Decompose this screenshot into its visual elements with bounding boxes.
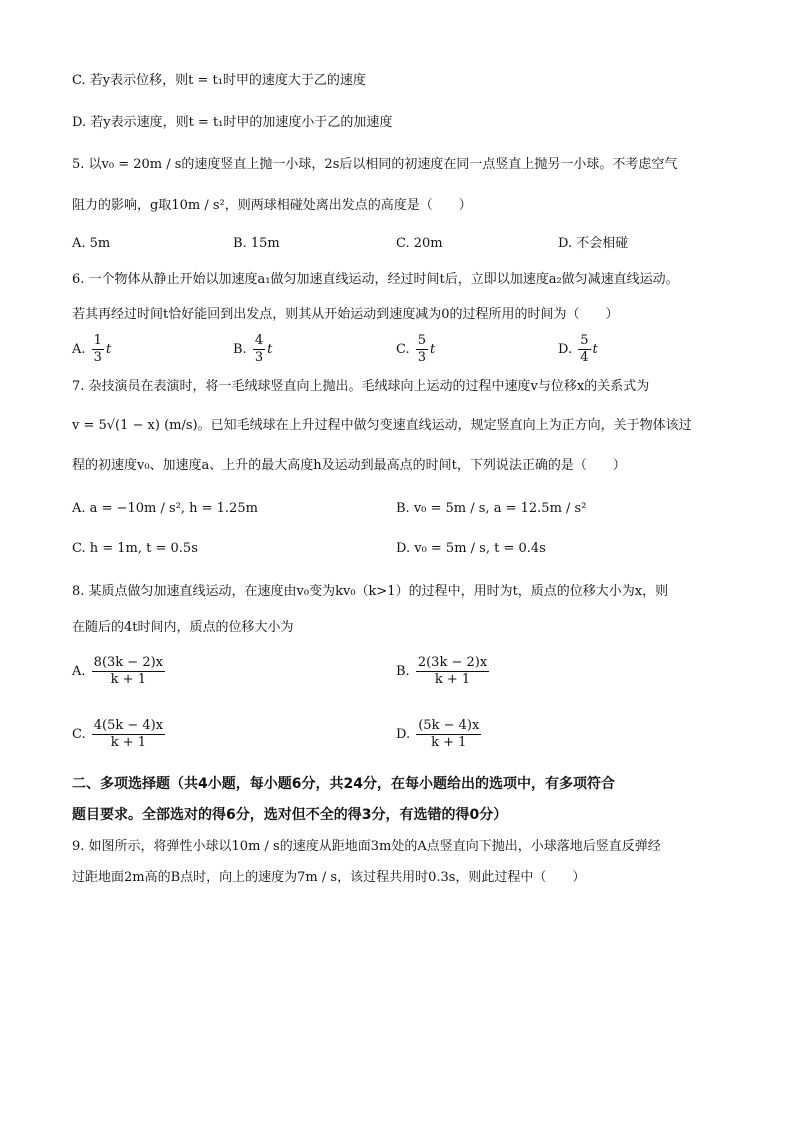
q8-option-c: C. $\frac{4(5k - 4)x}{k + 1}$: [72, 718, 164, 750]
fraction: $\frac{8(3k - 2)x}{k + 1}$: [93, 655, 163, 687]
fraction: $\frac{1}{3}$: [93, 333, 102, 365]
q7-stem-line1: 7. 杂技演员在表演时，将一毛绒球竖直向上抛出。毛绒球向上运动的过程中速度v与位移x的关系式为: [72, 379, 650, 394]
fraction: $\frac{5}{4}$: [580, 333, 589, 365]
fraction: $\frac{4(5k - 4)x}{k + 1}$: [93, 718, 164, 750]
q5-option-b: B. 15m: [233, 236, 280, 251]
section2-heading-line2: 题目要求。全部选对的得6分，选对但不全的得3分，有选错的得0分）: [72, 807, 508, 823]
q4-option-c: C. 若y表示位移，则t = t₁时甲的速度大于乙的速度: [72, 73, 366, 88]
q7-option-b: B. v₀ = 5m / s, a = 12.5m / s²: [396, 501, 587, 516]
fraction: $\frac{(5k - 4)x}{k + 1}$: [418, 718, 480, 750]
q7-option-a: A. a = −10m / s², h = 1.25m: [72, 501, 258, 516]
q8-stem-line2: 在随后的4t时间内，质点的位移大小为: [72, 620, 294, 635]
q6-option-c: C. $\frac{5}{3}$ t: [396, 333, 436, 365]
q5-stem-line2: 阻力的影响，g取10m / s²，则两球相碰处离出发点的高度是（ ）: [72, 198, 472, 213]
q8-option-b: B. $\frac{2(3k - 2)x}{k + 1}$: [396, 655, 488, 687]
fraction: $\frac{5}{3}$: [417, 333, 427, 365]
q6-stem-line1: 6. 一个物体从静止开始以加速度a₁做匀加速直线运动，经过时间t后，立即以加速度a₂做匀减速直线运动。: [72, 272, 679, 287]
q6-option-d: D. $\frac{5}{4}$ t: [558, 333, 598, 365]
q4-option-d: D. 若y表示速度，则t = t₁时甲的加速度小于乙的加速度: [72, 115, 393, 130]
q5-stem-line1: 5. 以v₀ = 20m / s的速度竖直上抛一小球，2s后以相同的初速度在同一点竖直上抛另一小球。不考虑空气: [72, 157, 678, 172]
q9-stem-line2: 过距地面2m高的B点时，向上的速度为7m / s，该过程共用时0.3s，则此过程中（ ）: [72, 870, 586, 885]
q8-option-d: D. $\frac{(5k - 4)x}{k + 1}$: [396, 718, 480, 750]
q5-option-c: C. 20m: [396, 236, 443, 251]
q5-option-d: D. 不会相碰: [558, 236, 629, 251]
q5-option-a: A. 5m: [72, 236, 111, 251]
q9-stem-line1: 9. 如图所示，将弹性小球以10m / s的速度从距地面3m处的A点竖直向下抛出，小球落地后竖直反弹经: [72, 839, 661, 854]
section2-heading-line1: 二、多项选择题（共4小题，每小题6分，共24分，在每小题给出的选项中，有多项符合: [72, 776, 615, 792]
q6-option-a: A. $\frac{1}{3}$ t: [72, 333, 112, 365]
q6-stem-line2: 若其再经过时间t恰好能回到出发点，则其从开始运动到速度减为0的过程所用的时间为（ ）: [72, 307, 619, 322]
fraction: $\frac{2(3k - 2)x}{k + 1}$: [417, 655, 488, 687]
q8-stem-line1: 8. 某质点做匀加速直线运动，在速度由v₀变为kv₀（k>1）的过程中，用时为t，质点的位移大小为x，则: [72, 584, 669, 599]
fraction: $\frac{4}{3}$: [254, 333, 264, 365]
q7-option-c: C. h = 1m, t = 0.5s: [72, 541, 198, 556]
q7-stem-line2: v = 5√(1 − x) (m/s)。已知毛绒球在上升过程中做匀变速直线运动，规定竖直向上为正方向，关于物体该过: [72, 418, 692, 433]
q6-option-b: B. $\frac{4}{3}$ t: [233, 333, 273, 365]
q7-stem-line3: 程的初速度v₀、加速度a、上升的最大高度h及运动到最高点的时间t，下列说法正确的是（ ）: [72, 458, 626, 473]
q8-option-a: A. $\frac{8(3k - 2)x}{k + 1}$: [72, 655, 163, 687]
q7-option-d: D. v₀ = 5m / s, t = 0.4s: [396, 541, 546, 556]
